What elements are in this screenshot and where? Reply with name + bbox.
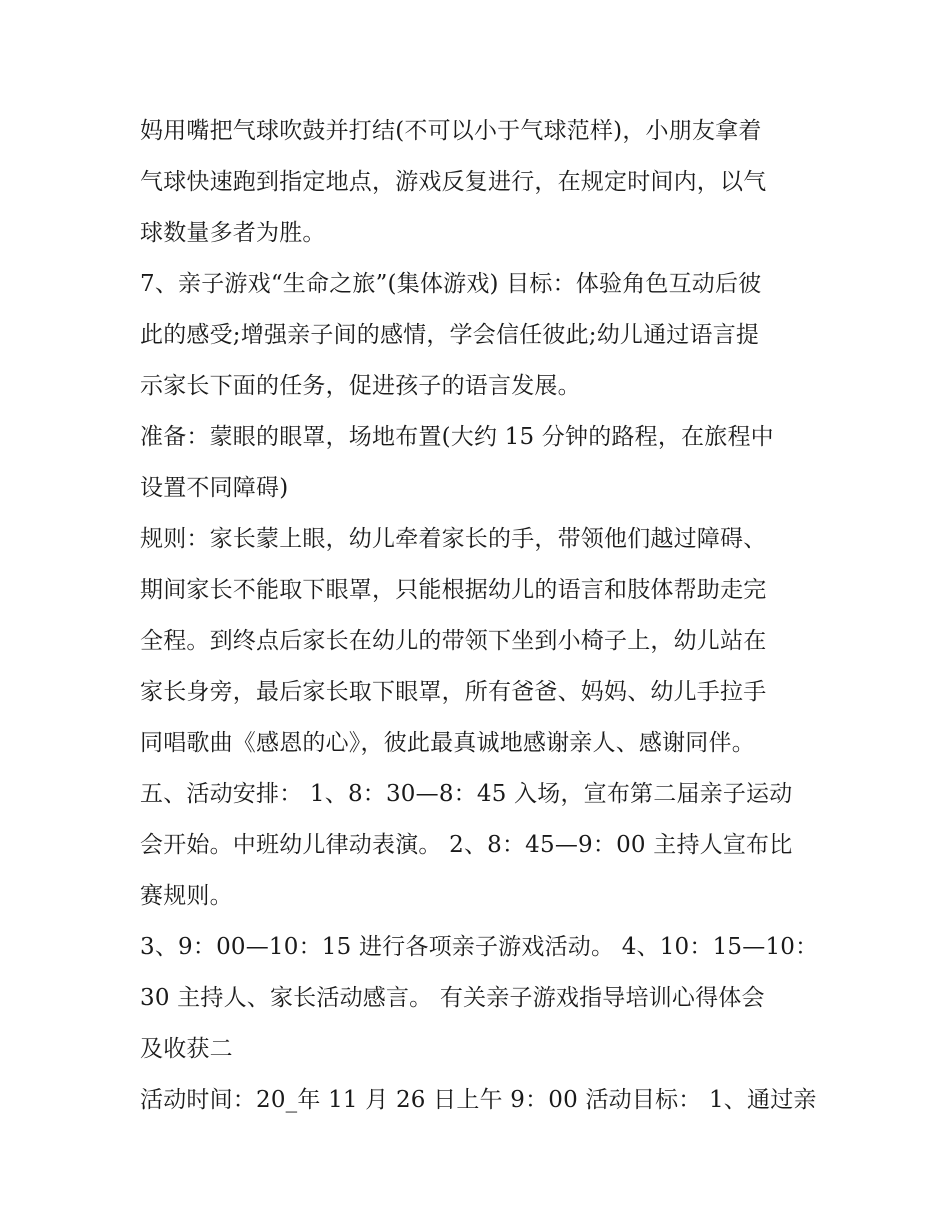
text-line: 设置不同障碍) (140, 475, 289, 501)
document-body (140, 106, 820, 1126)
text-line: 同唱歌曲《感恩的心》，彼此最真诚地感谢亲人、感谢同伴。 (140, 730, 755, 756)
text-line: 此的感受;增强亲子间的感情，学会信任彼此;幼儿通过语言提 (140, 322, 760, 348)
text-line: 30 主持人、家长活动感言。 有关亲子游戏指导培训心得体会 (140, 985, 765, 1011)
text-line: 及收获二 (140, 1036, 233, 1062)
text-line: 规则：家长蒙上眼，幼儿牵着家长的手，带领他们越过障碍、 (140, 526, 767, 552)
text-line: 球数量多者为胜。 (140, 220, 326, 246)
text-line: 活动时间：20_年 11 月 26 日上午 9：00 活动目标： 1、通过亲 (140, 1087, 817, 1113)
text-line: 会开始。中班幼儿律动表演。 2、8：45—9：00 主持人宣布比 (140, 832, 793, 858)
text-line: 准备：蒙眼的眼罩，场地布置(大约 15 分钟的路程，在旅程中 (140, 424, 774, 450)
text-line: 气球快速跑到指定地点，游戏反复进行，在规定时间内，以气 (140, 169, 767, 195)
text-line: 赛规则。 (140, 883, 233, 909)
text-line: 家长身旁，最后家长取下眼罩，所有爸爸、妈妈、幼儿手拉手 (140, 679, 767, 705)
text-line: 7、亲子游戏“生命之旅”(集体游戏) 目标：体验角色互动后彼 (140, 271, 762, 297)
text-line: 五、活动安排： 1、8：30—8：45 入场，宣布第二届亲子运动 (140, 781, 793, 807)
text-line: 3、9：00—10：15 进行各项亲子游戏活动。 4、10：15—10： (140, 934, 819, 960)
text-line: 妈用嘴把气球吹鼓并打结(不可以小于气球范样)，小朋友拿着 (140, 118, 762, 144)
text-line: 期间家长不能取下眼罩，只能根据幼儿的语言和肢体帮助走完 (140, 577, 767, 603)
text-line: 示家长下面的任务，促进孩子的语言发展。 (140, 373, 581, 399)
text-line: 全程。到终点后家长在幼儿的带领下坐到小椅子上，幼儿站在 (140, 628, 767, 654)
